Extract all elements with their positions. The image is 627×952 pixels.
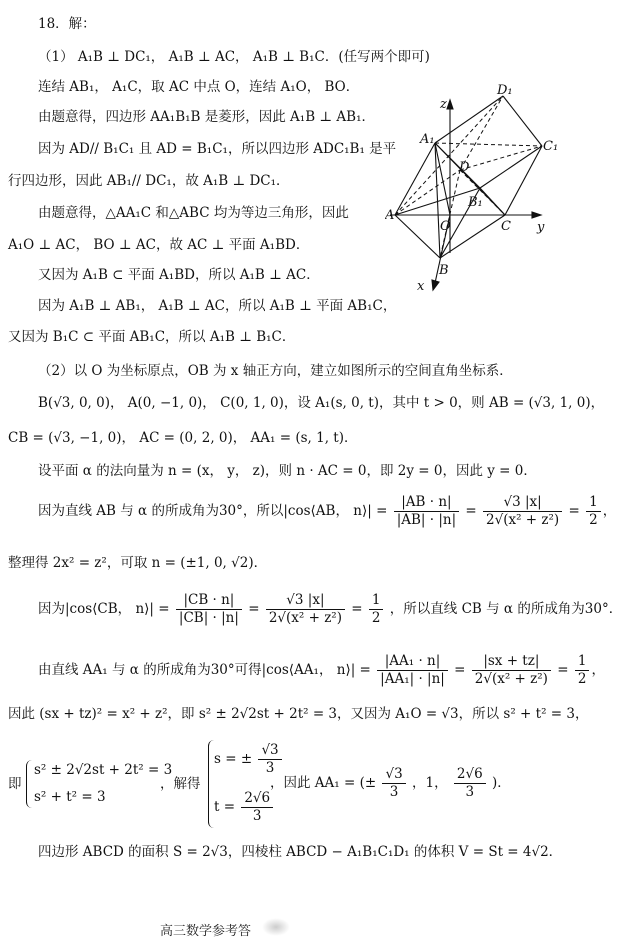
label-z: z bbox=[440, 97, 447, 112]
angle-cb-line: 因为|cos⟨CB， n⟩| = $\frac{|CB \cdot n|}{|CB| \cdot |n|}$ = $\frac{√3 |x|}{\text{2√(x² + z²)}}$ = $\frac{1}{2}$ ，所以直线 CB 与 α 的所成角为30°． bbox=[38, 592, 623, 626]
angle-aa-lead: 由直线 AA₁ 与 α 的所成角为30°可得|cos⟨AA₁， n⟩| = bbox=[38, 662, 371, 678]
label-D: D bbox=[459, 160, 470, 175]
coords-line: B(√3, 0, 0)， A(0, −1, 0)， C(0, 1, 0)，设 A₁(s, 0, t)，其中 t > 0，则 AB = (√3, 1, 0)， bbox=[38, 395, 605, 411]
equation-line: 因此 (sx + tz)² = x² + z²，即 s² ± 2√2st + 2t² = 3，又因为 A₁O = √3，所以 s² + t² = 3， bbox=[8, 706, 589, 722]
x-arrow bbox=[432, 280, 439, 290]
label-C1: C₁ bbox=[543, 139, 559, 154]
solve-lead: ，解得 bbox=[160, 776, 201, 792]
system-brace bbox=[26, 760, 33, 808]
footer-smudge bbox=[262, 918, 290, 936]
label-y: y bbox=[537, 220, 545, 235]
fraction-aa: $\frac{\text{|AA₁ · n|}}{\text{|AA₁| · |n|}}$ bbox=[377, 653, 448, 688]
connect-line: 连结 AB₁， A₁C，取 AC 中点 O，连结 A₁O， BO． bbox=[38, 79, 360, 95]
perp-plane-line: 因为 A₁B ⊥ AB₁， A₁B ⊥ AC，所以 A₁B ⊥ 平面 AB₁C， bbox=[38, 298, 397, 314]
fraction-cb: $\frac{|CB \cdot n|}{|CB| \cdot |n|}$ bbox=[176, 592, 242, 627]
subset-line-2: 又因为 B₁C ⊂ 平面 AB₁C，所以 A₁B ⊥ B₁C． bbox=[8, 329, 296, 345]
equilateral-line-b: A₁O ⊥ AC， BO ⊥ AC，故 AC ⊥ 平面 A₁BD． bbox=[8, 237, 310, 253]
equilateral-line-a: 由题意得，△AA₁C 和△ABC 均为等边三角形，因此 bbox=[38, 205, 349, 221]
system-lead: 即 bbox=[8, 776, 22, 792]
parallel-line-a: 因为 AD// B₁C₁ 且 AD = B₁C₁，所以四边形 ADC₁B₁ 是平 bbox=[38, 141, 397, 157]
fraction-aa-x: $\frac{|sx + tz|}{\text{2√(x² + z²)}}$ bbox=[472, 653, 551, 688]
rhombus-line: 由题意得，四边形 AA₁B₁B 是菱形，因此 A₁B ⊥ AB₁． bbox=[38, 109, 375, 125]
fraction-ab-x: $\frac{√3 |x|}{\text{2√(x² + z²)}}$ bbox=[483, 494, 562, 529]
normal-line: 设平面 α 的法向量为 n = (x， y， z)，则 n · AC = 0，即 2y = 0，因此 y = 0． bbox=[38, 463, 537, 479]
label-B: B bbox=[439, 263, 449, 278]
system-eq-2: s² + t² = 3 bbox=[34, 789, 106, 805]
part2-intro: （2）以 O 为坐标原点，OB 为 x 轴正方向，建立如图所示的空间直角坐标系． bbox=[38, 363, 513, 379]
angle-aa-line: 由直线 AA₁ 与 α 的所成角为30°可得|cos⟨AA₁， n⟩| = $\frac{\text{|AA₁ · n|}}{\text{|AA₁| · |n|}}$ = $\frac{|sx + tz|}{\text{2√(x² + z²)}}$ = $\frac{1}{2}$ ， bbox=[38, 653, 605, 687]
label-D1: D₁ bbox=[497, 83, 513, 98]
y-arrow bbox=[532, 212, 541, 218]
label-A: A bbox=[385, 208, 395, 223]
tidy-line: 整理得 2x² = z²，可取 n = (±1, 0, √2)． bbox=[8, 555, 268, 571]
result-line: ，因此 AA₁ = (± $\frac{√3}{3}$ ，1， $\frac{2√6}{3}$ )． bbox=[270, 766, 511, 800]
angle-ab-lead: 因为直线 AB 与 α 的所成角为30°，所以|cos⟨AB， n⟩| = bbox=[38, 503, 388, 519]
angle-cb-tail: ，所以直线 CB 与 α 的所成角为30°． bbox=[389, 601, 623, 617]
fraction-half-2: $\frac{1}{2}$ bbox=[369, 592, 384, 627]
label-x: x bbox=[417, 279, 425, 293]
part1-claim: （1） A₁B ⊥ DC₁， A₁B ⊥ AC， A₁B ⊥ B₁C．(任写两个即可) bbox=[38, 49, 430, 65]
fraction-cb-x: $\frac{√3 |x|}{\text{2√(x² + z²)}}$ bbox=[266, 592, 345, 627]
problem-number: 18．解： bbox=[38, 16, 96, 32]
fraction-half-1: $\frac{1}{2}$ bbox=[586, 494, 601, 529]
subset-line-1: 又因为 A₁B ⊂ 平面 A₁BD，所以 A₁B ⊥ AC． bbox=[38, 267, 320, 283]
parallel-line-b: 行四边形，因此 AB₁// DC₁，故 A₁B ⊥ DC₁． bbox=[8, 173, 290, 189]
prism-figure bbox=[385, 78, 560, 293]
volume-line: 四边形 ABCD 的面积 S = 2√3，四棱柱 ABCD − A₁B₁C₁D₁ 的体积 V = St = 4√2． bbox=[38, 844, 563, 860]
label-O: O bbox=[440, 219, 451, 234]
system-eq-1: s² ± 2√2st + 2t² = 3 bbox=[34, 762, 173, 778]
solution-t: t = $\frac{2√6}{3}$ bbox=[214, 790, 275, 825]
angle-ab-line: 因为直线 AB 与 α 的所成角为30°，所以|cos⟨AB， n⟩| = $\frac{|AB \cdot n|}{|AB| \cdot |n|}$ = $\frac{√3 |x|}{\text{2√(x² + z²)}}$ = $\frac{1}{2}$ ， bbox=[38, 494, 617, 528]
label-B1: B₁ bbox=[468, 195, 483, 210]
fraction-ab: $\frac{|AB \cdot n|}{|AB| \cdot |n|}$ bbox=[394, 494, 459, 529]
page-footer: 高三数学参考答 bbox=[160, 924, 252, 939]
fraction-half-3: $\frac{1}{2}$ bbox=[575, 653, 590, 688]
z-arrow bbox=[447, 100, 453, 109]
vectors-line: CB = (√3, −1, 0)， AC = (0, 2, 0)， AA₁ = (s, 1, t)． bbox=[8, 430, 358, 446]
solution-s: s = ± $\frac{√3}{3}$ bbox=[214, 742, 284, 777]
label-A1: A₁ bbox=[420, 132, 435, 147]
angle-cb-lead: 因为|cos⟨CB， n⟩| = bbox=[38, 601, 170, 617]
label-C: C bbox=[501, 219, 511, 234]
